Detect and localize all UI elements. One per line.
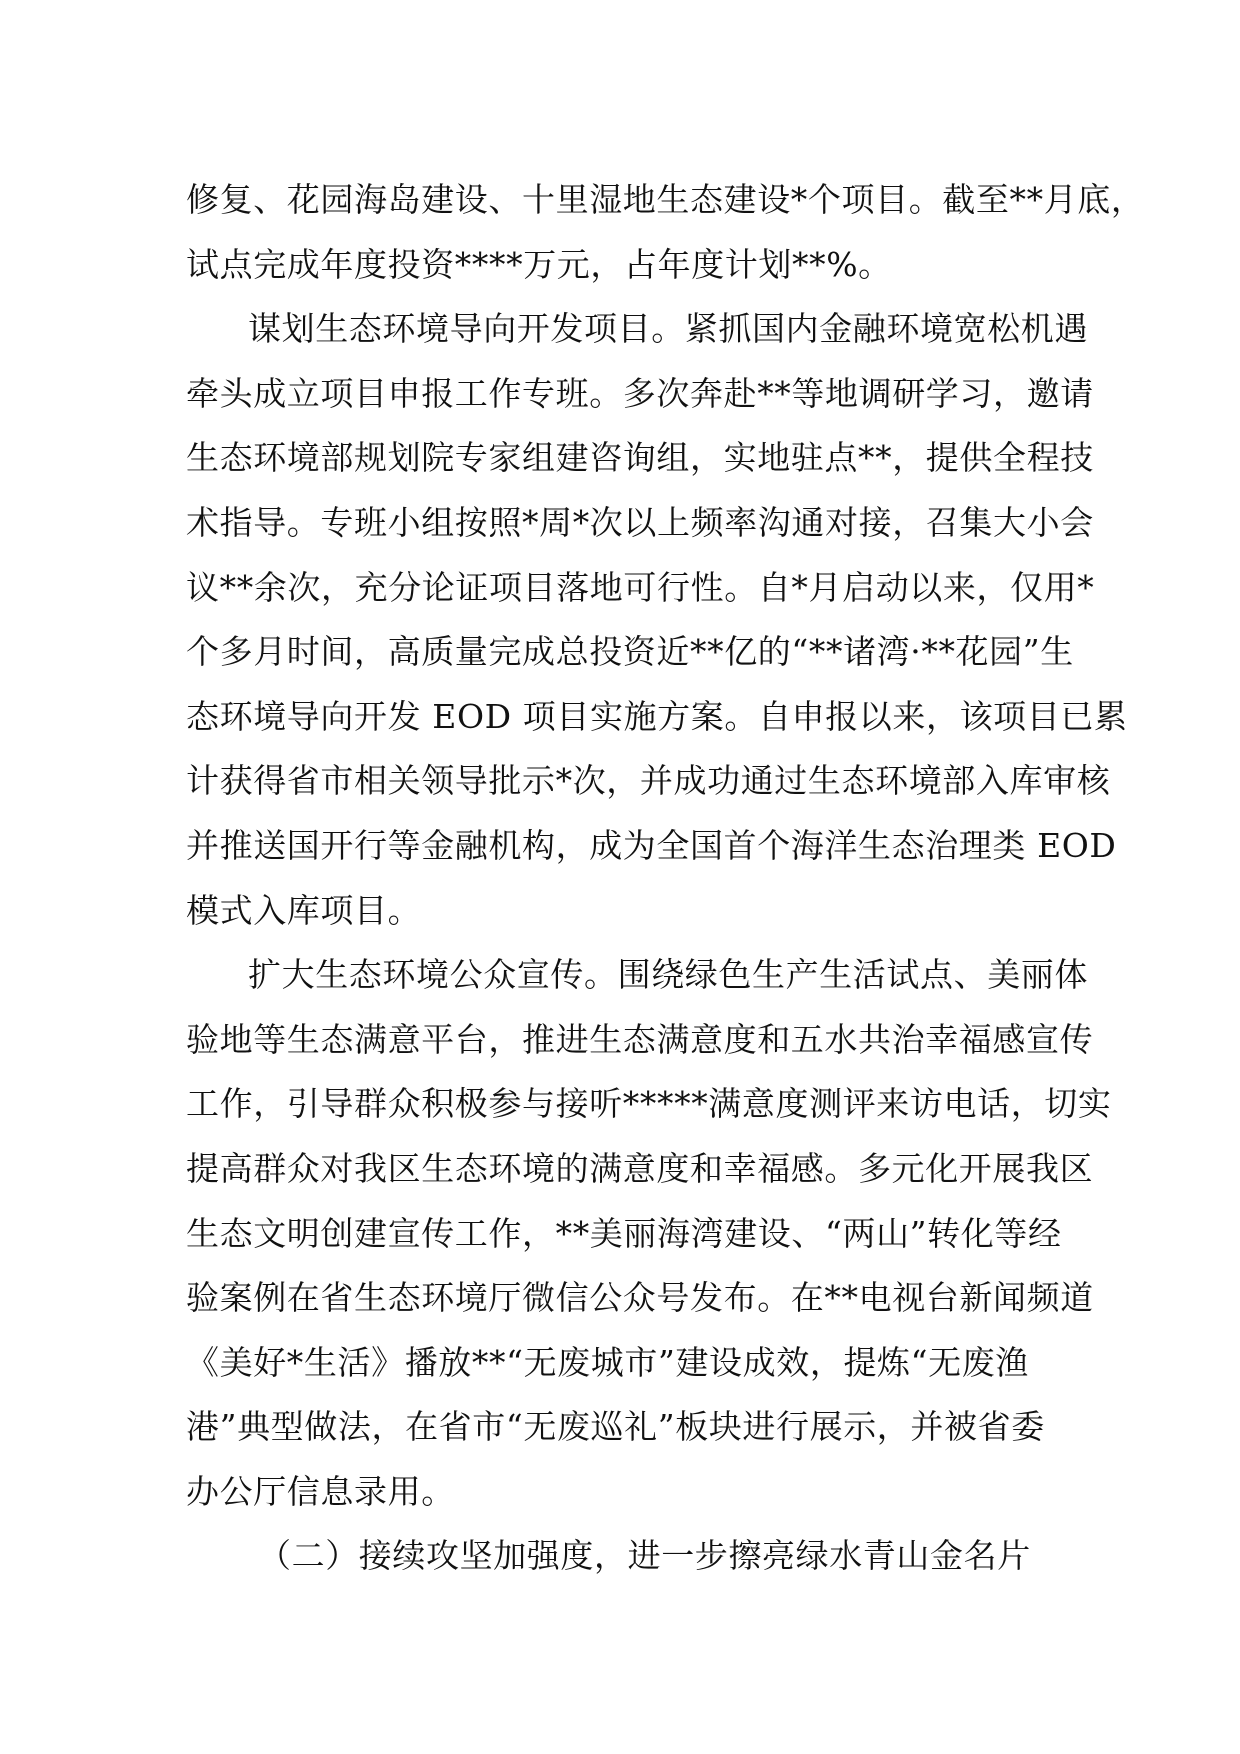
text-line: 扩大生态环境公众宣传。围绕绿色生产生活试点、美丽体 — [248, 955, 1088, 995]
text-line: 办公厅信息录用。 — [186, 1471, 455, 1511]
text-line: 港”典型做法，在省市“无废巡礼”板块进行展示，并被省委 — [186, 1407, 1045, 1447]
text-line: 术指导。专班小组按照*周*次以上频率沟通对接，召集大小会 — [186, 502, 1094, 542]
text-line: 《美好*生活》播放**“无废城市”建设成效，提炼“无废渔 — [186, 1342, 1029, 1382]
text-line: 并推送国开行等金融机构，成为全国首个海洋生态治理类 EOD — [186, 825, 1117, 865]
text-line: 议**余次，充分论证项目落地可行性。自*月启动以来，仅用* — [186, 567, 1095, 607]
text-line: 态环境导向开发 EOD 项目实施方案。自申报以来，该项目已累 — [186, 696, 1128, 736]
paragraph-public-publicity — [186, 943, 1112, 1524]
text-line: 修复、花园海岛建设、十里湿地生态建设*个项目。截至**月底， — [186, 180, 1145, 219]
text-line: 工作，引导群众积极参与接听*****满意度测评来访电话，切实 — [186, 1084, 1112, 1124]
text-line: 试点完成年度投资****万元，占年度计划**%。 — [186, 244, 892, 284]
text-line: 验案例在省生态环境厅微信公众号发布。在**电视台新闻频道 — [186, 1278, 1094, 1318]
paragraph-eod-project — [186, 297, 1128, 943]
text-line: 生态文明创建宣传工作，**美丽海湾建设、“两山”转化等经 — [186, 1213, 1062, 1253]
text-line: 谋划生态环境导向开发项目。紧抓国内金融环境宽松机遇 — [248, 309, 1088, 349]
text-line: 模式入库项目。 — [186, 890, 422, 930]
document-body — [186, 168, 1145, 1589]
text-line: 验地等生态满意平台，推进生态满意度和五水共治幸福感宣传 — [186, 1019, 1094, 1059]
section-heading: （二）接续攻坚加强度，进一步擦亮绿水青山金名片 — [258, 1536, 1031, 1576]
text-line: 提高群众对我区生态环境的满意度和幸福感。多元化开展我区 — [186, 1148, 1094, 1188]
paragraph-project-progress — [186, 168, 1145, 297]
text-line: 计获得省市相关领导批示*次，并成功通过生态环境部入库审核 — [186, 761, 1111, 801]
text-line: 生态环境部规划院专家组建咨询组，实地驻点**，提供全程技 — [186, 438, 1094, 478]
text-line: 个多月时间，高质量完成总投资近**亿的“**诸湾·**花园”生 — [186, 632, 1074, 672]
text-line: 牵头成立项目申报工作专班。多次奔赴**等地调研学习，邀请 — [186, 373, 1094, 413]
